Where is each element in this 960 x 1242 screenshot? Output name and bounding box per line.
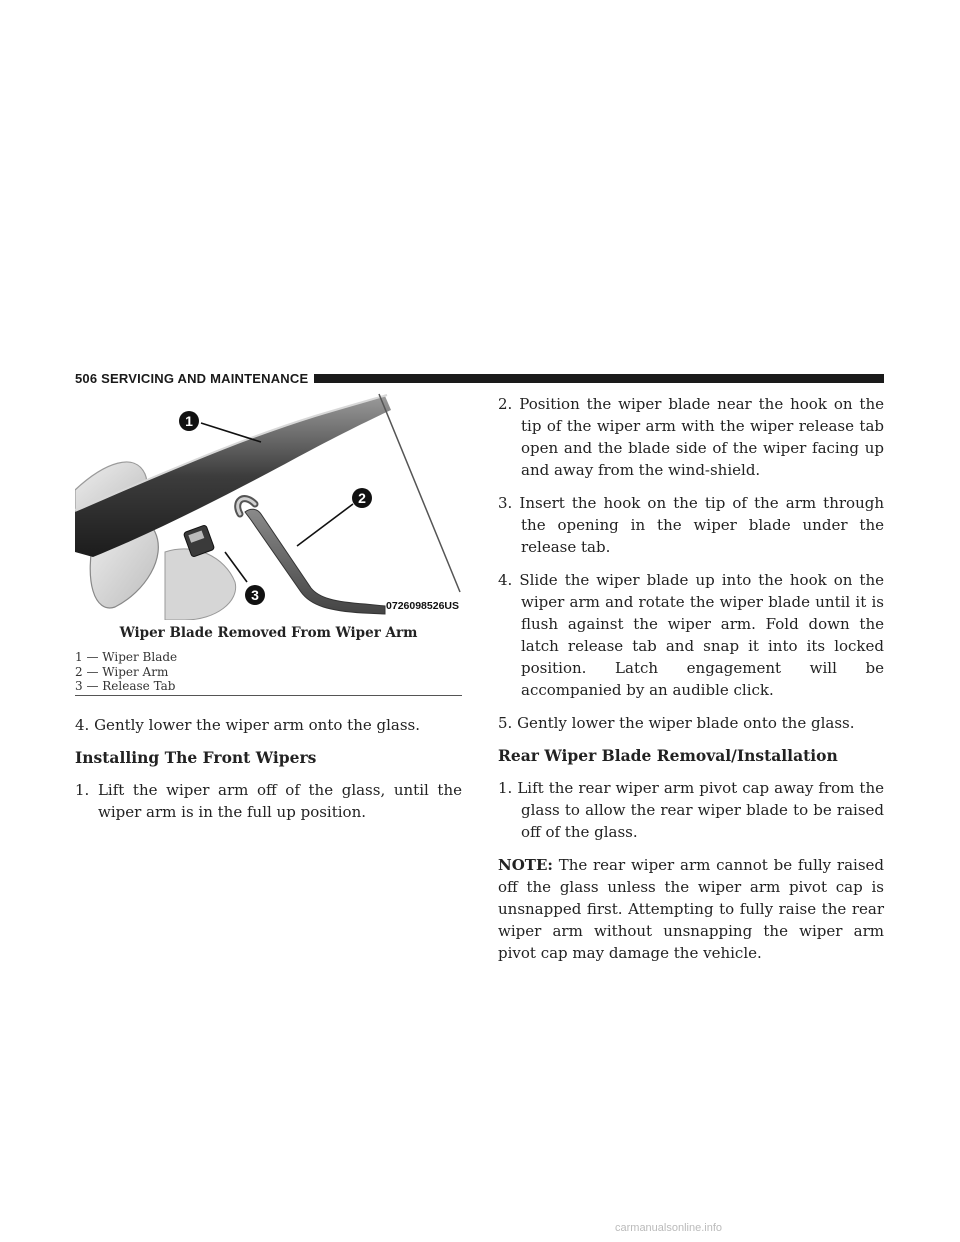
page-header — [75, 370, 884, 386]
step-lift-rear-cap: 1. Lift the rear wiper arm pivot cap away from the glass to allow the rear wiper blade to be raised off of the glass. — [498, 779, 884, 841]
step-slide-blade: 4. Slide the wiper blade up into the hook on the wiper arm and rotate the wiper blade until it is flush against the wiper arm. Fold down the latch release tab and snap it into its locked position. Latch engagement will be accompanied by an audible click. — [498, 571, 884, 699]
callout-number-1: 1 — [185, 413, 193, 429]
step-lower-blade: 5. Gently lower the wiper blade onto the glass. — [498, 714, 855, 732]
figure-caption: Wiper Blade Removed From Wiper Arm — [119, 625, 418, 641]
callout-number-2: 2 — [358, 490, 366, 506]
note-label: NOTE: — [498, 856, 553, 874]
section-label: 506 SERVICING AND MAINTENANCE — [75, 370, 309, 386]
header-rule — [314, 374, 884, 383]
legend-item-wiper-blade: 1 — Wiper Blade — [75, 650, 178, 664]
legend-divider — [75, 695, 462, 696]
callout-number-3: 3 — [251, 587, 259, 603]
wiper-illustration — [75, 392, 462, 620]
legend-item-wiper-arm: 2 — Wiper Arm — [75, 664, 169, 679]
heading-rear-wiper: Rear Wiper Blade Removal/Installation — [498, 746, 838, 765]
step-lower-arm: 4. Gently lower the wiper arm onto the glass. — [75, 716, 420, 734]
note-text: The rear wiper arm cannot be fully raised off the glass unless the wiper arm pivot cap is unsnapped first. Attempting to fully raise the rear wiper arm without unsnapping the wiper arm pivot cap may damage the vehicle. — [498, 856, 884, 962]
step-insert-hook: 3. Insert the hook on the tip of the arm through the opening in the wiper blade under the release tab. — [498, 494, 884, 556]
heading-installing-front-wipers: Installing The Front Wipers — [75, 748, 317, 767]
wiper-figure — [75, 392, 462, 620]
figure-legend — [75, 650, 462, 694]
legend-item-release-tab: 3 — Release Tab — [75, 679, 176, 693]
step-lift-arm: 1. Lift the wiper arm off of the glass, until the wiper arm is in the full up position. — [75, 781, 462, 821]
figure-code: 0726098526US — [386, 600, 459, 612]
step-position-blade: 2. Position the wiper blade near the hook on the tip of the wiper arm with the wiper release tab open and the blade side of the wiper facing up and away from the wind-shield. — [498, 395, 884, 479]
left-column — [75, 714, 462, 834]
watermark: carmanualsonline.info — [615, 1222, 723, 1234]
right-column — [498, 393, 884, 975]
note-paragraph — [498, 854, 884, 964]
